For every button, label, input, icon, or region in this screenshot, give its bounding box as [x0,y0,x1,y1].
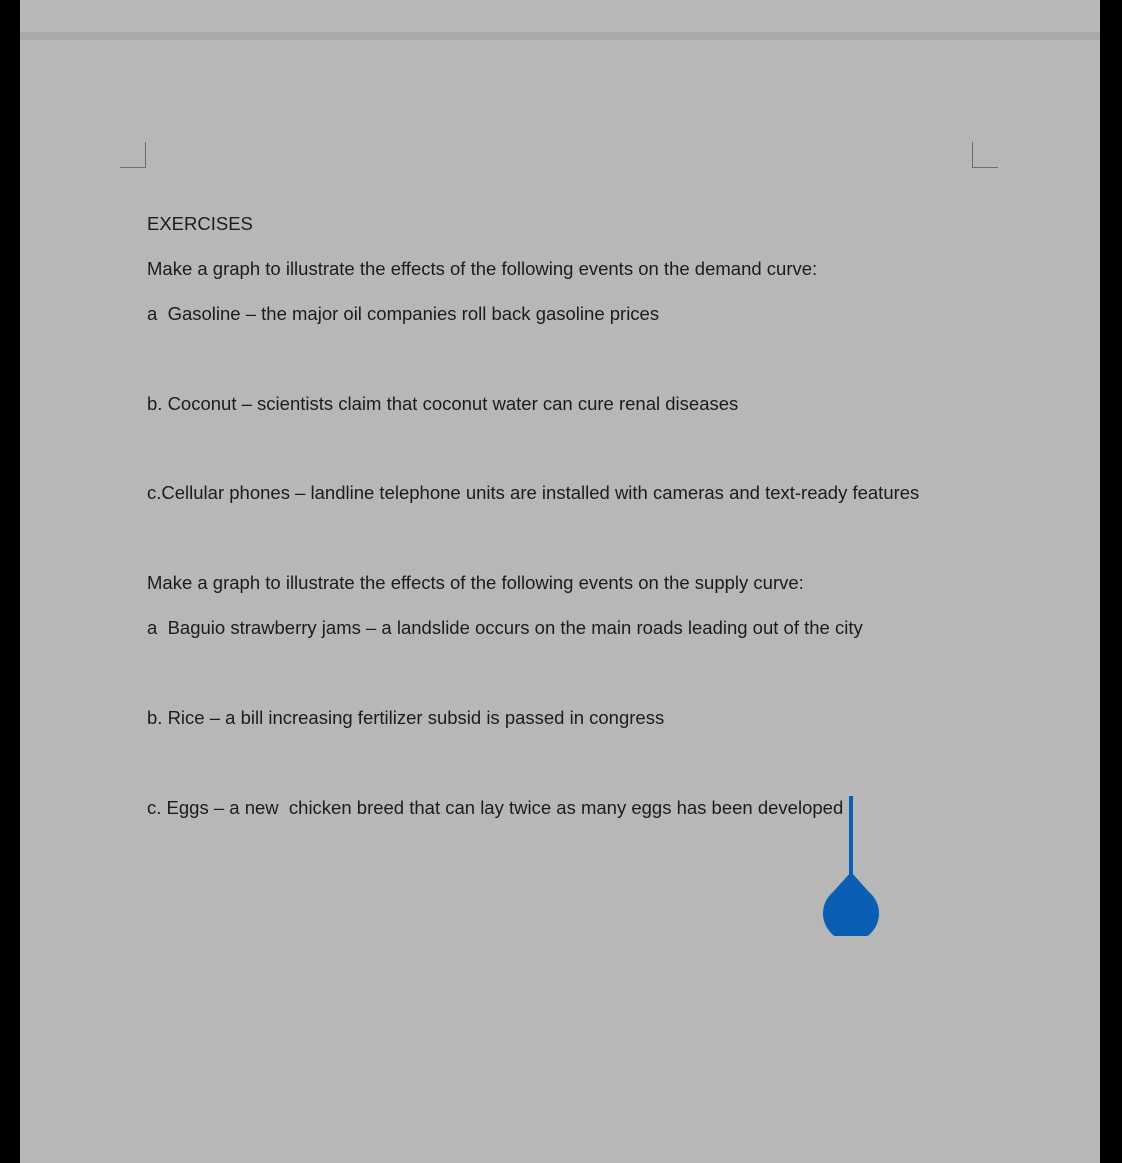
supply-prompt[interactable]: Make a graph to illustrate the effects of the following events on the supply curve: [147,572,804,593]
cursor-drag-handle-icon[interactable] [823,860,879,936]
demand-prompt[interactable]: Make a graph to illustrate the effects of the following events on the demand curve: [147,258,818,279]
document-canvas[interactable] [20,0,1100,1163]
previous-page-bottom [20,0,1100,32]
demand-item-a[interactable]: a Gasoline – the major oil companies roll back gasoline prices [147,303,660,324]
supply-item-a[interactable]: a Baguio strawberry jams – a landslide occurs on the main roads leading out of the city [147,617,863,638]
margin-corner-mark-right [972,142,998,168]
page-separator [20,32,1100,40]
supply-item-c[interactable]: c. Eggs – a new chicken breed that can lay twice as many eggs has been developed [147,797,844,818]
exercises-heading[interactable]: EXERCISES [147,213,253,234]
margin-corner-mark-left [120,142,146,168]
demand-item-c[interactable]: c.Cellular phones – landline telephone units are installed with cameras and text-ready features [147,482,920,503]
demand-item-b[interactable]: b. Coconut – scientists claim that coconut water can cure renal diseases [147,393,739,414]
supply-item-b[interactable]: b. Rice – a bill increasing fertilizer subsid is passed in congress [147,707,665,728]
